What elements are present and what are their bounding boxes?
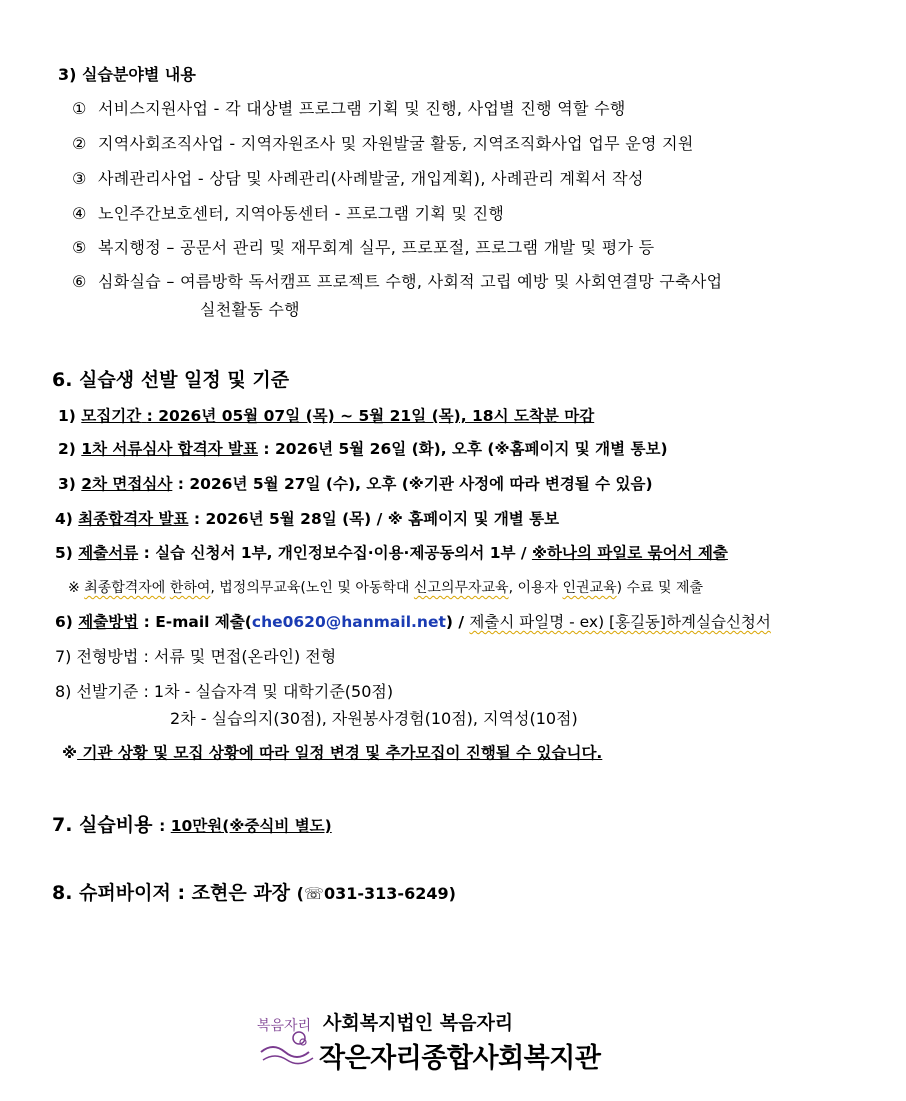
field-item xyxy=(72,201,504,224)
field-item xyxy=(72,131,694,154)
item-value: : 1차 - 실습자격 및 대학기준(50점) xyxy=(143,682,394,701)
field-text: 지역사회조직사업 - 지역자원조사 및 자원발굴 활동, 지역조직화사업 업무 운영 지원 xyxy=(98,134,694,153)
field-text: 서비스지원사업 - 각 대상별 프로그램 기획 및 진행, 사업별 진행 역할 수행 xyxy=(98,99,626,118)
schedule-item-interview xyxy=(58,472,653,494)
item-value: ) / xyxy=(445,613,470,631)
item-number: 1) xyxy=(58,407,76,425)
note-text: , 이용자 xyxy=(508,580,563,596)
recruitment-period-text xyxy=(81,407,594,425)
field-number: ④ xyxy=(72,204,87,223)
schedule-item-document-result xyxy=(58,437,668,459)
item-value: : 2026년 5월 28일 (목) / ※ 홈페이지 및 개별 통보 xyxy=(193,510,560,528)
item-label: 전형방법 xyxy=(76,647,139,666)
section8-title xyxy=(52,878,456,905)
organization-footer xyxy=(255,1004,655,1074)
item-label: 2차 면접심사 xyxy=(81,475,173,493)
schedule-item-recruitment xyxy=(58,404,594,426)
schedule-item-selection-method xyxy=(55,644,336,667)
schedule-item-documents xyxy=(55,541,728,563)
note-text: 신고의무자교육 xyxy=(413,580,509,596)
field-number: ① xyxy=(72,99,87,118)
organization-name: 사회복지법인 복음자리 xyxy=(323,1012,514,1034)
note-text: 인권교육 xyxy=(562,580,617,596)
item-value: : E-mail 제출( xyxy=(143,613,252,631)
item-number: 8) xyxy=(55,682,72,701)
item-number: 6) xyxy=(55,613,73,631)
field-text: 복지행정 – 공문서 관리 및 재무회계 실무, 프로포절, 프로그램 개발 및 평가 등 xyxy=(98,238,655,257)
item-value: : 2026년 5월 26일 (화), 오후 (※홈페이지 및 개별 통보) xyxy=(263,440,668,458)
item-label: 선발기준 xyxy=(76,682,139,701)
bokeumjari-logo-icon xyxy=(255,1008,317,1066)
logo-text: 복음자리 xyxy=(257,1018,312,1034)
item-label: 1차 서류심사 합격자 발표 xyxy=(81,440,258,458)
item-label: 제출서류 xyxy=(78,544,139,562)
welfare-center-name: 작은자리종합사회복지관 xyxy=(319,1043,601,1074)
schedule-item-final-result xyxy=(55,507,559,529)
selection-criteria-second: 2차 - 실습의지(30점), 자원봉사경험(10점), 지역성(10점) xyxy=(170,709,578,728)
file-name-guide: 제출시 파일명 - ex) [홍길동]하계실습신청서 xyxy=(469,613,771,631)
mandatory-education-note xyxy=(68,577,703,597)
item-value: : 2026년 5월 27일 (수), 오후 (※기관 사정에 따라 변경될 수 있음) xyxy=(177,475,653,493)
supervisor-phone: (☏031-313-6249) xyxy=(296,884,456,903)
cost-separator: : xyxy=(159,817,171,835)
item-value: : 실습 신청서 1부, 개인정보수집·이용·제공동의서 1부 / xyxy=(143,544,532,562)
field-text: 노인주간보호센터, 지역아동센터 - 프로그램 기획 및 진행 xyxy=(98,204,505,223)
section7-label: 7. 실습비용 xyxy=(52,814,153,836)
field-item xyxy=(72,96,626,119)
item-label: 최종합격자 발표 xyxy=(78,510,189,528)
item-number: 4) xyxy=(55,510,73,528)
item-label: 모집기간 xyxy=(81,407,142,425)
field-number: ⑥ xyxy=(72,272,87,291)
section6-title: 6. 실습생 선발 일정 및 기준 xyxy=(52,369,290,391)
email-link[interactable]: che0620@hanmail.net xyxy=(251,613,446,631)
field-item xyxy=(72,235,654,258)
field-item xyxy=(72,166,644,189)
notice-text: 기관 상황 및 모집 상황에 따라 일정 변경 및 추가모집이 진행될 수 있습니다. xyxy=(77,744,603,762)
schedule-item-selection-criteria xyxy=(55,679,393,702)
section7-title xyxy=(52,810,332,837)
item-number: 7) xyxy=(55,647,72,666)
section3-title: 3) 실습분야별 내용 xyxy=(58,65,196,84)
field-text: 사례관리사업 - 상담 및 사례관리(사례발굴, 개입계획), 사례관리 계획서 작성 xyxy=(98,169,644,188)
supervisor-label: 8. 슈퍼바이저 : 조현은 과장 xyxy=(52,882,291,904)
item-number: 5) xyxy=(55,544,73,562)
cost-value xyxy=(159,817,332,835)
field-item xyxy=(72,269,722,292)
note-mark: ※ xyxy=(68,580,85,596)
cost-amount: 10만원(※중식비 별도) xyxy=(170,817,332,835)
field-number: ② xyxy=(72,134,87,153)
item-number: 2) xyxy=(58,440,76,458)
item-number: 3) xyxy=(58,475,76,493)
schedule-item-submission-method xyxy=(55,610,771,632)
field-number: ⑤ xyxy=(72,238,87,257)
note-text: 최종합격자에 xyxy=(84,580,166,596)
note-text: ) 수료 및 제출 xyxy=(616,580,704,596)
schedule-change-notice xyxy=(62,741,602,763)
submission-note: ※하나의 파일로 묶어서 제출 xyxy=(531,544,728,562)
field-text-continued: 실천활동 수행 xyxy=(200,300,300,319)
item-value: : 2026년 05월 07일 (목) ~ 5월 21일 (목), 18시 도착분 마감 xyxy=(146,407,595,425)
note-text: , 법정의무교육(노인 및 아동학대 xyxy=(210,580,414,596)
field-text: 심화실습 – 여름방학 독서캠프 프로젝트 수행, 사회적 고립 예방 및 사회연결망 구축사업 xyxy=(98,272,723,291)
notice-mark: ※ xyxy=(62,744,78,762)
field-number: ③ xyxy=(72,169,87,188)
note-text: 한하여 xyxy=(169,580,211,596)
item-label: 제출방법 xyxy=(78,613,139,631)
item-value: : 서류 및 면접(온라인) 전형 xyxy=(143,647,337,666)
